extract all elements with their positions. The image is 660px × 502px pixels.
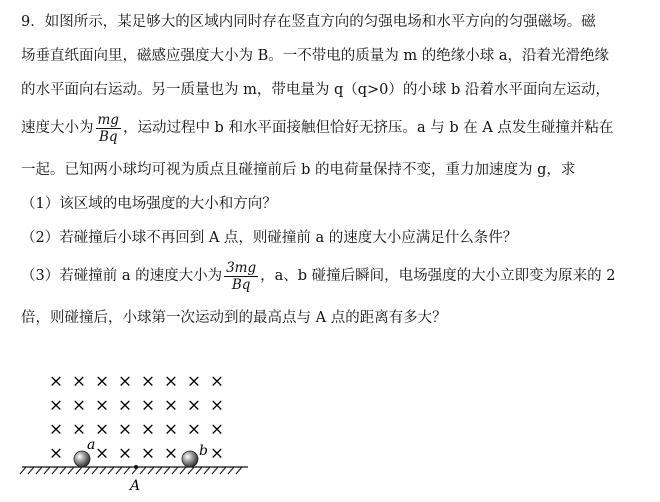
magnetic-field-grid — [49, 372, 224, 464]
label-a: a — [87, 437, 96, 453]
ground-hatching — [20, 467, 242, 474]
hatch-stroke — [92, 467, 98, 474]
hatch-stroke — [196, 467, 202, 474]
hatch-stroke — [204, 467, 210, 474]
field-cross-icon: × — [140, 371, 156, 392]
hatch-stroke — [68, 467, 74, 474]
hatch-stroke — [172, 467, 178, 474]
hatch-stroke — [124, 467, 130, 474]
field-cross-icon: × — [163, 443, 179, 464]
q3-label: （3）若碰撞前 a 的速度大小为 — [21, 268, 223, 284]
field-cross-icon: × — [209, 395, 225, 416]
field-cross-icon: × — [71, 395, 87, 416]
field-cross-icon: × — [186, 419, 202, 440]
hatch-stroke — [148, 467, 154, 474]
question-2: （2）若碰撞后小球不再回到 A 点，则碰撞前 a 的速度大小应满足什么条件？ — [21, 230, 518, 246]
hatch-stroke — [180, 467, 186, 474]
hatch-stroke — [220, 467, 226, 474]
field-cross-icon: × — [94, 419, 110, 440]
ground-surface — [20, 467, 248, 474]
field-cross-icon: × — [209, 443, 225, 464]
hatch-stroke — [60, 467, 66, 474]
label-A: A — [130, 478, 141, 494]
fraction-numerator: 3mg — [226, 259, 257, 276]
label-b: b — [199, 443, 208, 459]
field-cross-icon: × — [94, 443, 110, 464]
field-cross-icon: × — [71, 419, 87, 440]
fraction-numerator: mg — [97, 111, 119, 128]
field-cross-icon: × — [209, 371, 225, 392]
hatch-stroke — [188, 467, 194, 474]
hatch-stroke — [116, 467, 122, 474]
field-cross-icon: × — [117, 443, 133, 464]
field-cross-icon: × — [48, 419, 64, 440]
field-cross-icon: × — [186, 371, 202, 392]
hatch-stroke — [100, 467, 106, 474]
field-cross-icon: × — [140, 395, 156, 416]
speed-label: 速度大小为 — [21, 120, 94, 136]
field-cross-icon: × — [163, 395, 179, 416]
point-A-marker — [134, 465, 138, 469]
ball-b — [182, 451, 198, 467]
field-cross-icon: × — [117, 395, 133, 416]
field-cross-icon: × — [163, 371, 179, 392]
problem-line-5: 一起。已知两小球均可视为质点且碰撞前后 b 的电荷量保持不变，重力加速度为 g，求 — [21, 162, 576, 178]
field-cross-icon: × — [163, 419, 179, 440]
hatch-stroke — [140, 467, 146, 474]
ball-a — [74, 451, 90, 467]
field-cross-icon: × — [140, 443, 156, 464]
question-3-continued: 倍，则碰撞后，小球第一次运动到的最高点与 A 点的距离有多大？ — [21, 310, 447, 326]
field-cross-icon: × — [140, 419, 156, 440]
hatch-stroke — [212, 467, 218, 474]
field-cross-icon: × — [117, 419, 133, 440]
fraction-denominator: Bq — [98, 128, 118, 145]
field-cross-icon: × — [48, 443, 64, 464]
fraction-denominator: Bq — [231, 276, 251, 293]
problem-line-3: 的水平面向右运动。另一质量也为 m，带电量为 q（q>0）的小球 b 沿着水平面向左运动， — [21, 82, 610, 98]
field-cross-icon: × — [117, 371, 133, 392]
field-cross-icon: × — [71, 371, 87, 392]
hatch-stroke — [228, 467, 234, 474]
line4-rest: ，运动过程中 b 和水平面接触但恰好无挤压。a 与 b 在 A 点发生碰撞并粘在 — [122, 120, 614, 136]
field-cross-icon: × — [48, 395, 64, 416]
field-cross-icon: × — [186, 395, 202, 416]
hatch-stroke — [164, 467, 170, 474]
hatch-stroke — [28, 467, 34, 474]
hatch-stroke — [76, 467, 82, 474]
q3-rest: ，a、b 碰撞后瞬间，电场强度的大小立即变为原来的 2 — [260, 268, 616, 284]
hatch-stroke — [108, 467, 114, 474]
problem-line-1: 9．如图所示，某足够大的区域内同时存在竖直方向的匀强电场和水平方向的匀强磁场。磁 — [21, 14, 596, 30]
field-cross-icon: × — [209, 419, 225, 440]
hatch-stroke — [156, 467, 162, 474]
hatch-stroke — [20, 467, 26, 474]
question-1: （1）该区域的电场强度的大小和方向？ — [21, 196, 277, 212]
hatch-stroke — [236, 467, 242, 474]
hatch-stroke — [44, 467, 50, 474]
field-cross-icon: × — [94, 371, 110, 392]
field-cross-icon: × — [48, 371, 64, 392]
hatch-stroke — [36, 467, 42, 474]
hatch-stroke — [52, 467, 58, 474]
field-cross-icon: × — [94, 395, 110, 416]
problem-line-2: 场垂直纸面向里，磁感应强度大小为 B。一不带电的质量为 m 的绝缘小球 a，沿着光滑绝缘 — [21, 48, 609, 64]
hatch-stroke — [84, 467, 90, 474]
